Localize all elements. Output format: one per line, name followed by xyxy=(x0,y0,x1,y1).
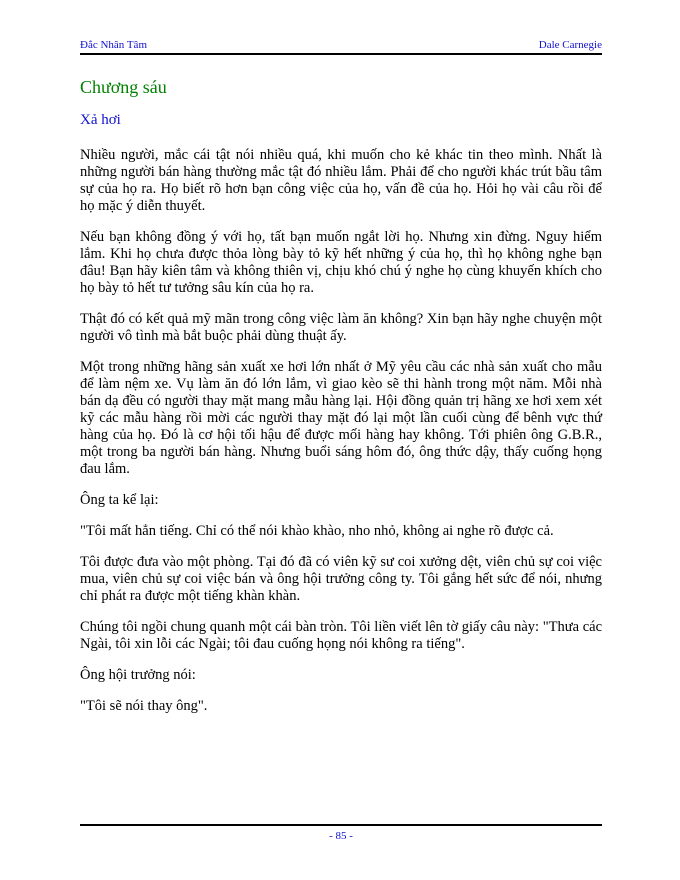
paragraph: Nếu bạn không đồng ý với họ, tất bạn muốn ngắt lời họ. Nhưng xin đừng. Nguy hiểm lắm. Khi họ chưa được thỏa lòng bày tỏ kỹ hết những ý của họ, thì họ không nghe bạn đâu! Bạn hãy kiên tâm và không thiên vị, chịu khó chú ý nghe họ cùng khuyến khích cho họ bày tỏ hết tư tưởng sâu kín của họ ra. xyxy=(80,229,602,296)
paragraph: "Tôi mất hẳn tiếng. Chỉ có thể nói khào khào, nho nhỏ, không ai nghe rõ được cả. xyxy=(80,523,554,539)
paragraph: Tôi được đưa vào một phòng. Tại đó đã có viên kỹ sư coi xưởng dệt, viên chủ sự coi việc mua, viên chủ sự coi việc bán và ông hội trưởng công ty. Tôi gắng hết sức để nói, nhưng chỉ phát ra được một tiếng khàn khàn. xyxy=(80,554,602,604)
book-title: Đắc Nhân Tâm xyxy=(80,39,147,51)
paragraph: Thật đó có kết quả mỹ mãn trong công việc làm ăn không? Xin bạn hãy nghe chuyện một người vô tình mà bắt buộc phải dùng thuật ấy. xyxy=(80,311,602,344)
paragraph: Chúng tôi ngồi chung quanh một cái bàn tròn. Tôi liền viết lên tờ giấy câu này: "Thưa các Ngài, tôi xin lỗi các Ngài; tôi đau cuống họng nói không ra tiếng". xyxy=(80,619,602,652)
paragraph: Ông ta kể lại: xyxy=(80,492,159,508)
page-header xyxy=(80,38,602,55)
paragraph: Ông hội trưởng nói: xyxy=(80,667,196,683)
author-name: Dale Carnegie xyxy=(538,39,602,51)
paragraph: Nhiều người, mắc cái tật nói nhiều quá, khi muốn cho kẻ khác tin theo mình. Nhất là những người bán hàng thường mắc tật đó nhiều lắm. Phải để cho người khác trút bầu tâm sự của họ ra. Họ biết rõ hơn bạn công việc của họ, vấn đề của họ. Hỏi họ vài câu rồi để họ mặc ý diễn thuyết. xyxy=(80,147,602,214)
page-footer xyxy=(80,824,602,843)
paragraph: "Tôi sẽ nói thay ông". xyxy=(80,698,208,714)
section-title: Xả hơi xyxy=(80,112,121,128)
paragraph: Một trong những hãng sản xuất xe hơi lớn nhất ở Mỹ yêu cầu các nhà sản xuất cho mẫu để làm nệm xe. Vụ làm ăn đó lớn lắm, vì giao kèo sẽ thi hành trong một năm. Mỗi nhà bán dạ đều có người thay mặt mang mẫu hàng lại. Hội đồng quản trị hãng xe hơi xem xét kỹ các mẫu hàng rồi mời các người thay mặt đó lại một lần cuối cùng để bênh vực thứ hàng của họ. Đó là cơ hội tối hậu để được mối hàng hay không. Tới phiên ông G.B.R., một trong ba người bán hàng. Nhưng buổi sáng hôm đó, ông thức dậy, thấy cuống họng đau lắm. xyxy=(80,359,602,477)
page-number: - 85 - xyxy=(329,830,353,842)
page-content xyxy=(80,76,602,729)
chapter-title: Chương sáu xyxy=(80,77,167,97)
